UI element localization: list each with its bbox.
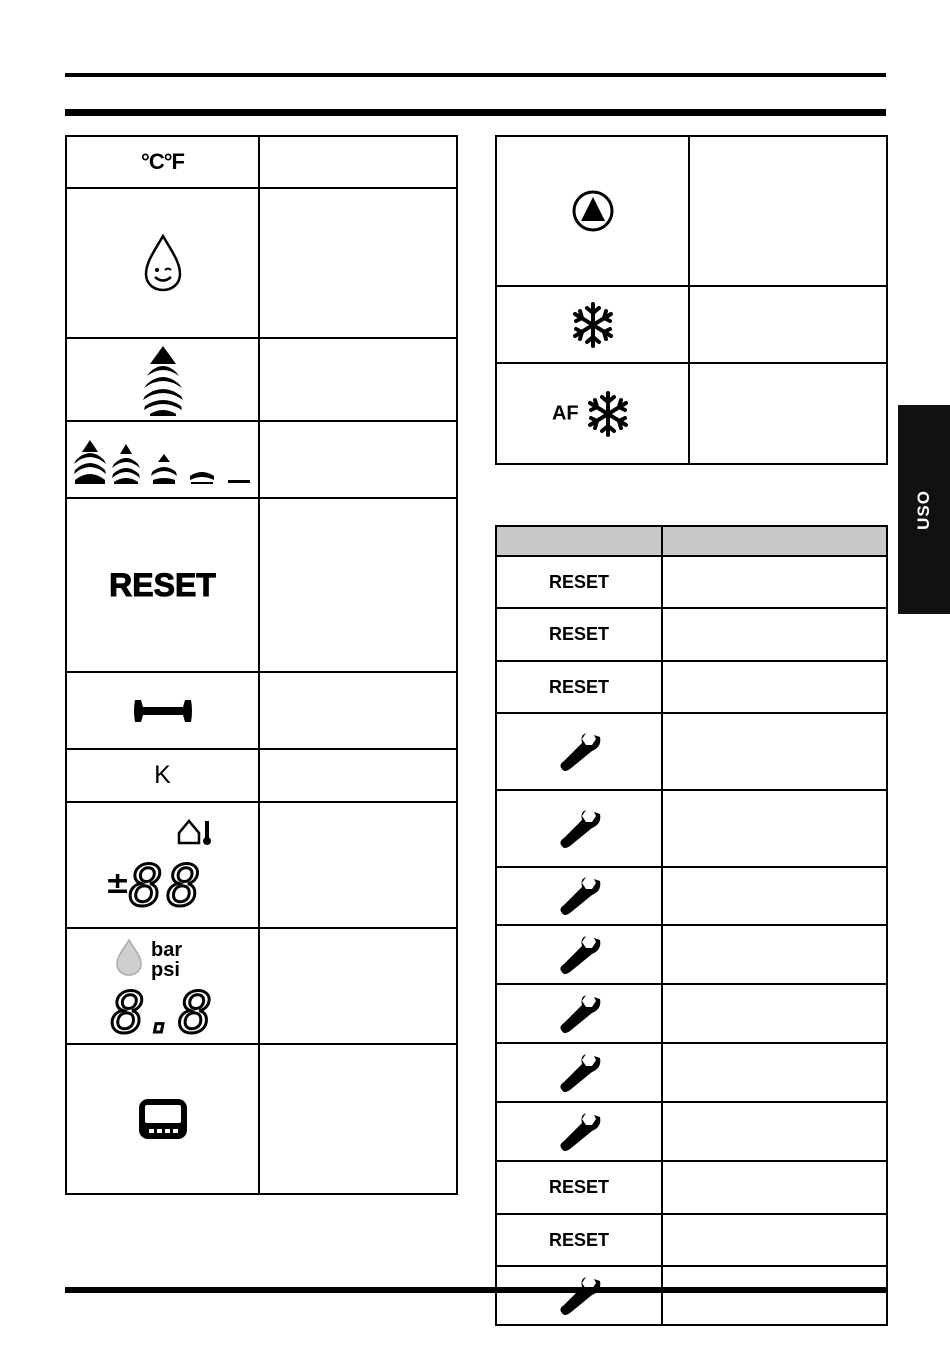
symbol-cell <box>496 1214 662 1266</box>
description-cell <box>259 672 457 749</box>
symbol-cell <box>496 925 662 984</box>
description-cell <box>662 925 887 984</box>
house-thermometer-icon <box>179 821 211 845</box>
pressure-display-icon <box>103 934 223 1038</box>
symbol-cell <box>496 556 662 608</box>
symbol-cell <box>496 1266 662 1325</box>
temperature-digits: 88 <box>128 854 204 915</box>
wrench-icon <box>556 873 602 919</box>
table-row <box>66 136 457 188</box>
antifreeze-snowflake-icon <box>583 389 633 439</box>
description-cell <box>259 338 457 421</box>
description-cell <box>662 1043 887 1102</box>
table-row <box>66 338 457 421</box>
table-row <box>66 1044 457 1194</box>
symbol-cell <box>66 498 259 672</box>
description-cell <box>259 188 457 338</box>
table-row <box>496 286 887 363</box>
reset-label: RESET <box>548 1177 609 1197</box>
wrench-icon <box>556 1050 602 1096</box>
description-cell <box>689 286 887 363</box>
description-cell <box>259 749 457 802</box>
description-cell <box>259 802 457 928</box>
wrench-icon <box>556 991 602 1037</box>
pressure-digits: 8.8 <box>110 981 212 1038</box>
table-row <box>496 867 887 925</box>
symbol-cell <box>66 338 259 421</box>
header-rule <box>65 109 886 116</box>
symbol-cell <box>496 790 662 867</box>
description-cell <box>662 713 887 790</box>
bottom-rule <box>65 1287 886 1293</box>
antifreeze-label: AF <box>551 402 579 424</box>
symbol-cell <box>66 802 259 928</box>
table-row <box>496 1214 887 1266</box>
symbol-cell <box>496 984 662 1043</box>
table-row <box>66 928 457 1044</box>
wrench-icon <box>556 729 602 775</box>
symbol-cell <box>496 136 689 286</box>
table-row <box>496 1161 887 1214</box>
pump-icon <box>570 188 616 234</box>
symbol-cell <box>66 1044 259 1194</box>
top-rule <box>65 73 886 77</box>
symbol-cell <box>66 136 259 188</box>
table-row <box>496 608 887 661</box>
table-row <box>66 802 457 928</box>
table-row <box>496 136 887 286</box>
table-header-row <box>496 526 887 556</box>
table-row <box>496 713 887 790</box>
symbol-cell <box>66 928 259 1044</box>
description-cell <box>259 498 457 672</box>
description-cell <box>689 363 887 464</box>
bar-unit-label: bar <box>150 939 182 961</box>
table-row <box>496 1102 887 1161</box>
temperature-sign: ± <box>104 866 130 901</box>
description-cell <box>259 1044 457 1194</box>
description-cell <box>662 1214 887 1266</box>
header-cell-symbol <box>496 526 662 556</box>
wrench-icon <box>131 696 195 726</box>
flame-full-icon <box>138 342 188 418</box>
symbol-cell <box>496 286 689 363</box>
table-row <box>496 1266 887 1325</box>
reset-label: RESET <box>548 1229 609 1250</box>
description-cell <box>662 1266 887 1325</box>
description-cell <box>259 421 457 498</box>
symbol-cell <box>496 363 689 464</box>
temperature-display-icon <box>103 815 223 915</box>
description-cell <box>662 790 887 867</box>
table-row <box>496 661 887 713</box>
symbol-cell <box>496 661 662 713</box>
description-cell <box>662 984 887 1043</box>
description-cell <box>662 556 887 608</box>
table-row <box>496 1043 887 1102</box>
symbol-cell <box>66 749 259 802</box>
section-tab <box>898 405 950 614</box>
wrench-icon <box>556 1273 602 1319</box>
symbol-cell <box>496 867 662 925</box>
reset-label: RESET <box>548 624 609 644</box>
symbol-cell <box>496 1161 662 1214</box>
smiling-drop-icon <box>141 232 185 294</box>
description-cell <box>662 1102 887 1161</box>
description-cell <box>259 136 457 188</box>
table-row <box>66 188 457 338</box>
table-row <box>496 790 887 867</box>
symbol-cell <box>66 188 259 338</box>
celsius-fahrenheit-label: °C°F <box>141 149 184 174</box>
psi-unit-label: psi <box>150 959 180 981</box>
description-cell <box>662 1161 887 1214</box>
symbol-cell <box>66 672 259 749</box>
symbol-cell <box>496 1043 662 1102</box>
remote-control-icon <box>137 1097 189 1141</box>
status-symbols-table <box>495 135 888 465</box>
wrench-icon <box>556 932 602 978</box>
display-symbols-table <box>65 135 458 1195</box>
table-row <box>496 363 887 464</box>
symbol-cell <box>496 608 662 661</box>
fault-codes-table <box>495 525 888 1326</box>
reset-label: RESET <box>548 571 609 592</box>
flame-levels-icon <box>70 430 256 490</box>
reset-label: RESET <box>109 566 216 603</box>
description-cell <box>662 608 887 661</box>
description-cell <box>662 867 887 925</box>
wrench-icon <box>556 1109 602 1155</box>
table-row <box>66 672 457 749</box>
table-row <box>66 498 457 672</box>
section-tab-label: USO <box>914 489 933 530</box>
table-row <box>66 421 457 498</box>
water-drop-icon <box>117 940 141 975</box>
table-row <box>496 925 887 984</box>
symbol-cell <box>496 713 662 790</box>
snowflake-icon <box>568 300 618 350</box>
description-cell <box>662 661 887 713</box>
description-cell <box>689 136 887 286</box>
symbol-cell <box>496 1102 662 1161</box>
description-cell <box>259 928 457 1044</box>
table-row <box>496 984 887 1043</box>
wrench-icon <box>556 806 602 852</box>
k-label: K <box>154 761 171 789</box>
symbol-cell <box>66 421 259 498</box>
reset-label: RESET <box>548 676 609 697</box>
table-row <box>66 749 457 802</box>
header-cell-description <box>662 526 887 556</box>
table-row <box>496 556 887 608</box>
